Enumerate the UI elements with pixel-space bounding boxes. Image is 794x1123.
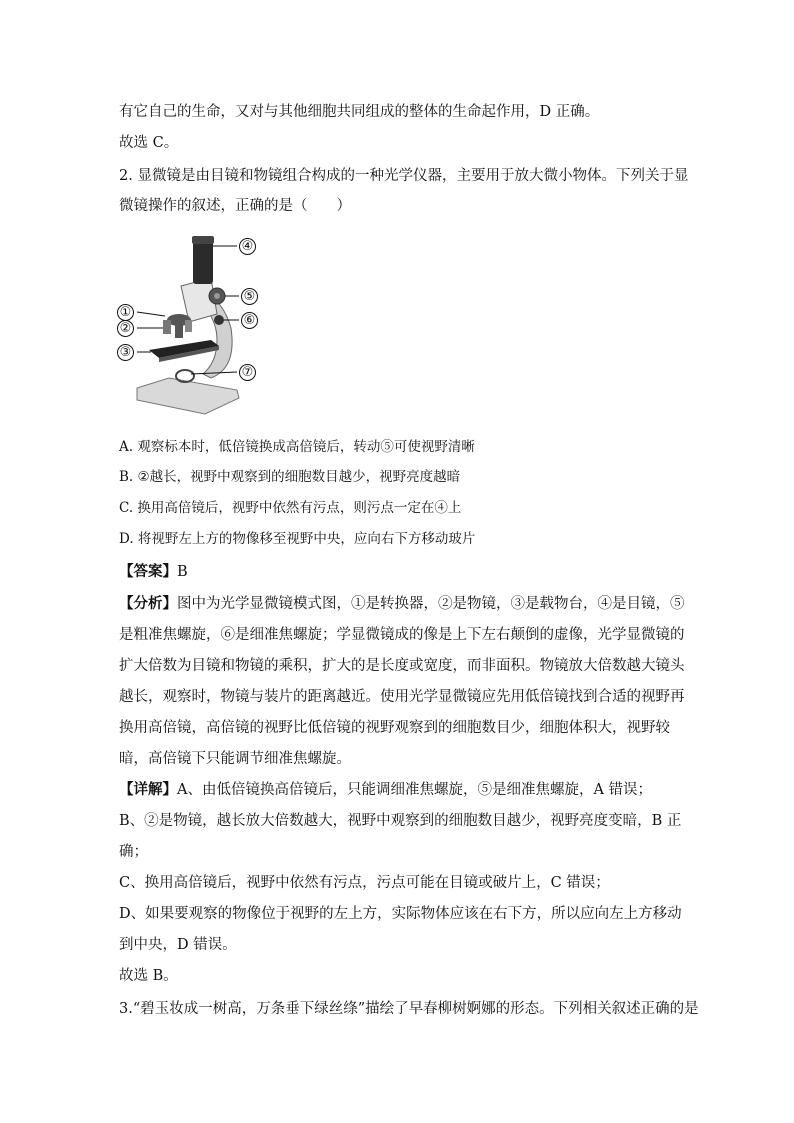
analysis-line: 扩大倍数为目镜和物镜的乘积，扩大的是长度或宽度，而非面积。物镜放大倍数越大镜头 (119, 658, 685, 674)
microscope-figure (119, 228, 279, 420)
answer-line (119, 562, 188, 582)
detail-line: B、②是物镜，越长放大倍数越大，视野中观察到的细胞数目越少，视野亮度变暗，B 正 (119, 813, 682, 829)
detail-line: D、如果要观察的物像位于视野的左上方，实际物体应该在右下方，所以应向左上方移动 (119, 906, 682, 922)
callout-6: ⑥ (241, 312, 258, 329)
analysis-line (119, 594, 685, 614)
analysis-line: 越长，观察时，物镜与装片的距离越近。使用光学显微镜应先用低倍镜找到合适的视野再 (119, 689, 685, 705)
question-3-stem: 3.“碧玉妆成一树高，万条垂下绿丝绦”描绘了早春柳树婀娜的形态。下列相关叙述正确的是 (119, 1001, 699, 1017)
detail-line: 确； (119, 844, 148, 860)
analysis-line: 是粗准焦螺旋，⑥是细准焦螺旋；学显微镜成的像是上下左右颠倒的虚像，光学显微镜的 (119, 627, 685, 643)
answer-value: B (177, 564, 188, 580)
callout-3: ③ (117, 344, 134, 361)
detail-line: 到中央，D 错误。 (119, 937, 237, 953)
callout-2: ② (117, 320, 134, 337)
option-a: A. 观察标本时，低倍镜换成高倍镜后，转动⑤可使视野清晰 (119, 439, 475, 455)
callout-4: ④ (239, 238, 256, 255)
selection-line: 故选 B。 (119, 968, 178, 984)
analysis-label: 【分析】 (119, 595, 177, 612)
analysis-line: 换用高倍镜，高倍镜的视野比低倍镜的视野观察到的细胞数目少，细胞体积大，视野较 (119, 720, 670, 736)
option-d: D. 将视野左上方的物像移至视野中央，应向右下方移动玻片 (119, 531, 476, 547)
text-line: 有它自己的生命，又对与其他细胞共同组成的整体的生命起作用，D 正确。 (119, 104, 600, 120)
detail-line: C、换用高倍镜后，视野中依然有污点，污点可能在目镜或破片上，C 错误； (119, 875, 610, 891)
detail-text: A、由低倍镜换高倍镜后，只能调细准焦螺旋，⑤是细准焦螺旋，A 错误； (177, 782, 653, 798)
analysis-text: 图中为光学显微镜模式图，①是转换器，②是物镜，③是载物台，④是目镜，⑤ (177, 596, 685, 612)
callout-7: ⑦ (239, 364, 256, 381)
detail-line (119, 780, 652, 800)
answer-label: 【答案】 (119, 563, 177, 580)
option-c: C. 换用高倍镜后，视野中依然有污点，则污点一定在④上 (119, 500, 462, 516)
option-b: B. ②越长，视野中观察到的细胞数目越少，视野亮度越暗 (119, 469, 461, 485)
callout-1: ① (117, 304, 134, 321)
callout-5: ⑤ (241, 288, 258, 305)
analysis-line: 暗，高倍镜下只能调节细准焦螺旋。 (119, 751, 351, 767)
text-line: 故选 C。 (119, 135, 179, 151)
question-2-stem: 微镜操作的叙述，正确的是（ ） (119, 198, 351, 214)
question-2-stem: 2. 显微镜是由目镜和物镜组合构成的一种光学仪器，主要用于放大微小物体。下列关于显 (119, 168, 689, 184)
detail-label: 【详解】 (119, 781, 177, 798)
